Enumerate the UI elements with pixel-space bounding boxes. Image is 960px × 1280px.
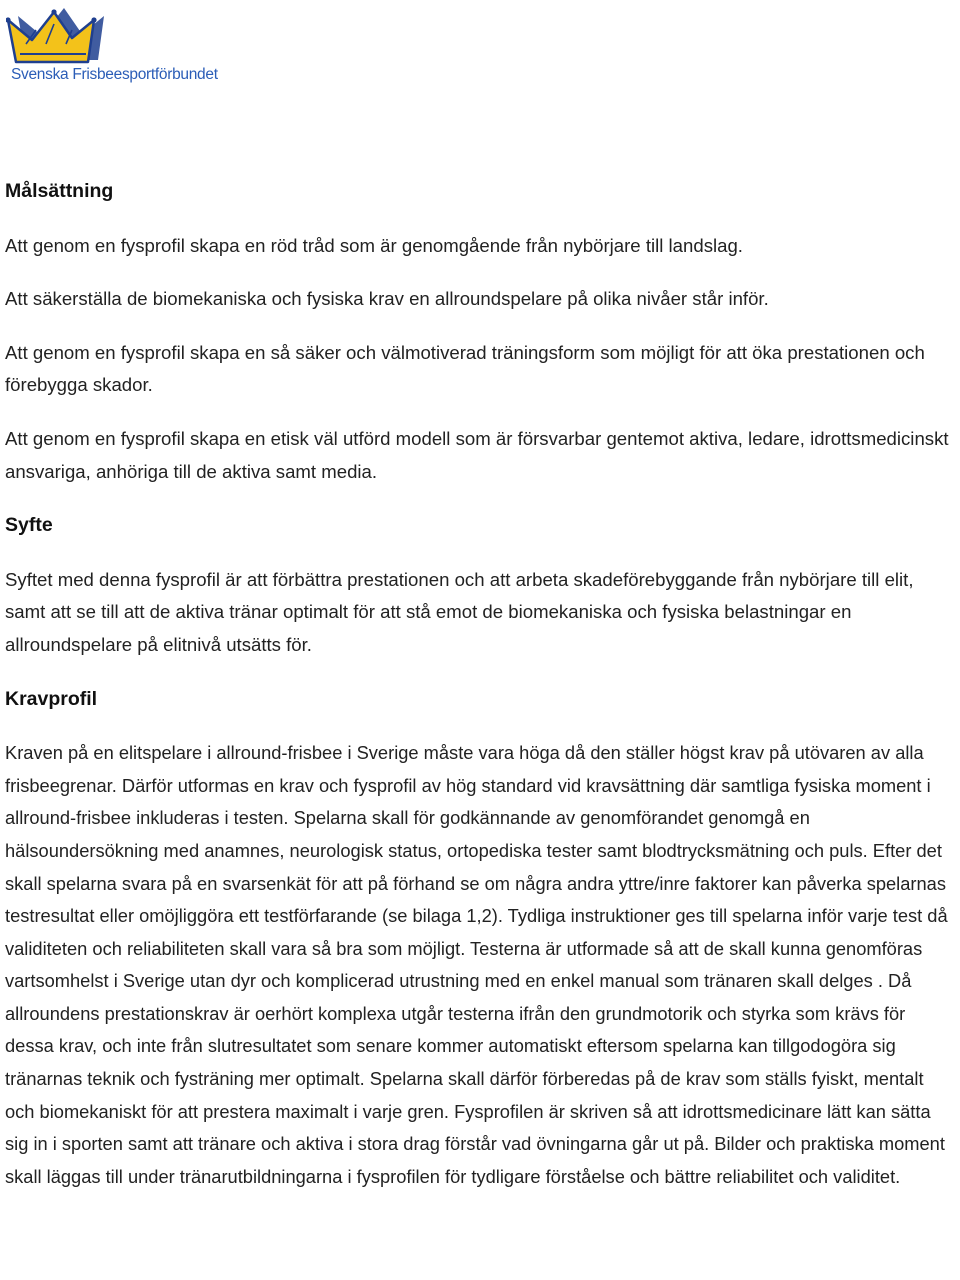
heading-kravprofil: Kravprofil [5,687,98,710]
heading-malsattning: Målsättning [5,180,114,202]
paragraph: Att genom en fysprofil skapa en så säker och välmotiverad träningsform som möjligt för att öka prestationen och förebygga skador. [5,341,925,396]
paragraph: Att säkerställa de biomekaniska och fysiska krav en allroundspelare på olika nivåer står inför. [5,288,769,310]
paragraph: Kraven på en elitspelare i allround-frisbee i Sverige måste vara höga då den ställer högst krav på utövaren av alla frisbeegrenar. Därför utformas en krav och fysprofil av hög standard vid kravsättning där samtliga fysiska moment i allround-frisbee inkluderas i testen. Spelarna skall för godkännande av genomförandet genomgå en hälsoundersökning med anamnes, neurologisk status, ortopediska tester samt blodtrycksmätning och puls. Efter det skall spelarna svara på en svarsenkät för att på förhand se om några andra yttre/inre faktorer kan påverka spelarnas testresultat eller omöjliggöra ett testförfarande (se bilaga 1,2). Tydliga instruktioner ges till spelarna inför varje test då validiteten och reliabiliteten skall vara så bra som möjligt. Testerna är utformade så att de skall kunna genomföras vartsomhelst i Sverige utan dyr och komplicerad utrustning med en enkel manual som tränaren skall delges . Då allroundens prestationskrav är oerhört komplexa utgår testerna ifrån den grundmotorik och styrka som krävs för dessa krav, och inte från slutresultatet som senare kommer automatiskt eftersom spelarna kan tillgodogöra sig tränarnas teknik och fysträning mer optimalt. Spelarna skall därför förberedas på de krav som ställs fyiskt, mentalt och biomekaniskt för att prestera maximalt i varje gren. Fysprofilen är skriven så att idrottsmedicinare lätt kan sätta sig in i sporten samt att tränare och aktiva i stora drag förstår vad övningarna går ut på. Bilder och praktiska moment skall läggas till under tränarutbildningarna i fysprofilen för tydligare förståelse och bättre reliabilitet och validitet. [5,742,948,1187]
crown-logo-icon [6,4,221,66]
paragraph: Att genom en fysprofil skapa en röd tråd som är genomgående från nybörjare till landslag. [5,234,743,256]
logo-text: Svenska Frisbeesportförbundet [11,66,218,83]
document-body [5,175,958,1193]
federation-logo [6,4,221,90]
heading-syfte: Syfte [5,514,53,537]
paragraph: Syftet med denna fysprofil är att förbättra prestationen och att arbeta skadeförebyggande från nybörjare till elit, samt att se till att de aktiva tränar optimalt för att stå emot de biomekaniska och fysiska belastningar en allroundspelare på elitnivå utsätts för. [5,568,914,655]
paragraph: Att genom en fysprofil skapa en etisk väl utförd modell som är försvarbar gentemot aktiva, ledare, idrottsmedicinskt ansvariga, anhöriga till de aktiva samt media. [5,427,949,482]
